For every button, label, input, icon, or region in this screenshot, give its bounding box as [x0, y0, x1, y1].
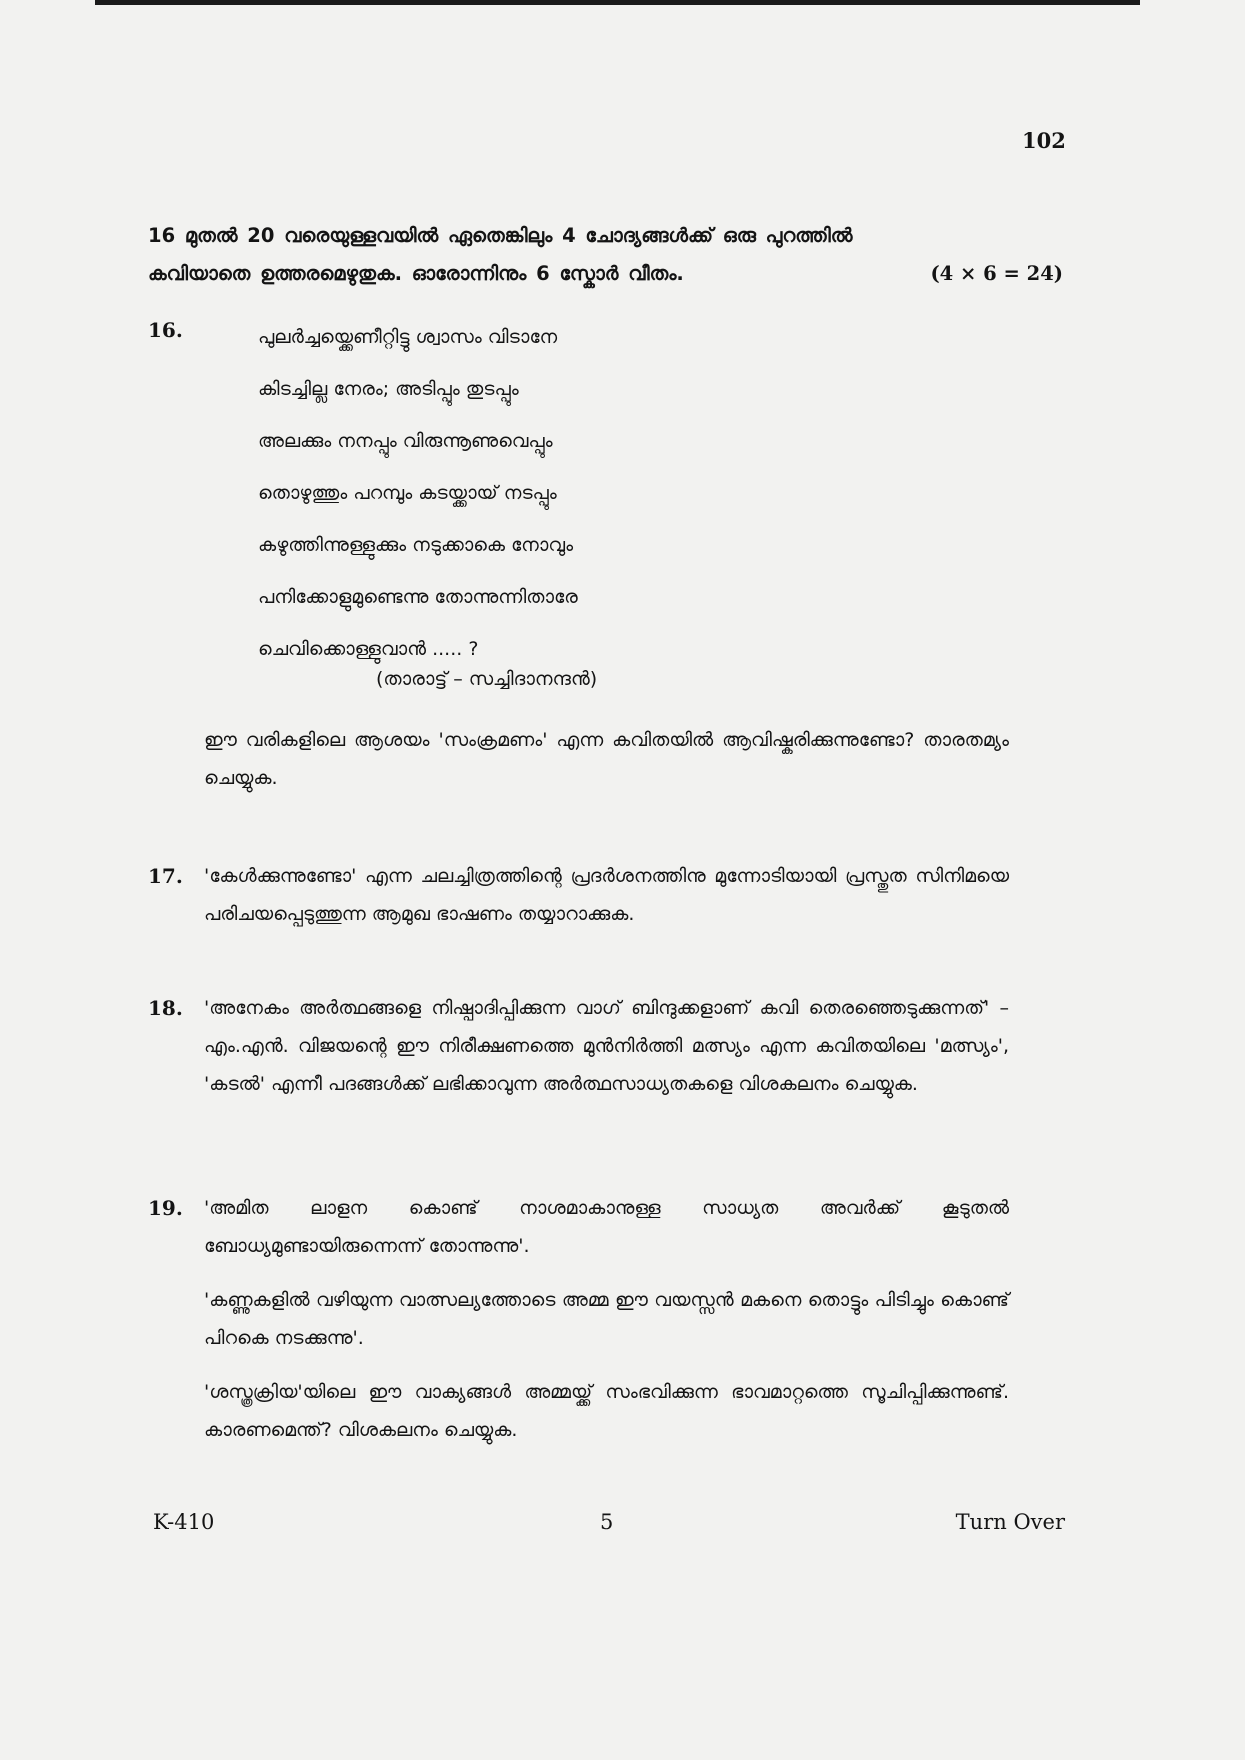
footer-page-number: 5 — [600, 1510, 614, 1534]
question-19-number: 19. — [148, 1196, 183, 1220]
poem-line: പനിക്കോളുമുണ്ടെന്നു തോന്നുന്നിതാരേ — [258, 586, 578, 608]
poem-attribution: (താരാട്ട് – സച്ചിദാനന്ദൻ) — [376, 668, 598, 690]
question-19-text — [204, 1189, 1009, 1465]
marks-allocation: (4 × 6 = 24) — [930, 262, 1063, 285]
instruction-line-2: കവിയാതെ ഉത്തരമെഴുതുക. ഓരോന്നിനും 6 സ്കോർ വീതം. — [148, 262, 684, 285]
page-number: 102 — [1022, 128, 1066, 153]
question-19-paragraph-2: 'കണ്ണുകളിൽ വഴിയുന്ന വാത്സല്യത്തോടെ അമ്മ ഈ വയസ്സൻ മകനെ തൊട്ടും പിടിച്ചും കൊണ്ട് പിറകെ നടക്കുന്നു'. — [204, 1289, 1009, 1349]
poem-line: കിടച്ചില്ല നേരം; അടിപ്പും തുടപ്പും — [258, 378, 519, 400]
question-17-prompt: 'കേൾക്കുന്നുണ്ടോ' എന്ന ചലച്ചിത്രത്തിന്റെ പ്രദർശനത്തിനു മുന്നോടിയായി പ്രസ്തുത സിനിമയെ പരിചയപ്പെടുത്തുന്ന ആമുഖ ഭാഷണം തയ്യാറാക്കുക. — [204, 865, 1009, 925]
question-16-prompt: ഈ വരികളിലെ ആശയം 'സംക്രമണം' എന്ന കവിതയിൽ ആവിഷ്കരിക്കുന്നുണ്ടോ? താരതമ്യം ചെയ്യുക. — [204, 729, 1009, 789]
top-edge-line — [95, 0, 1140, 5]
question-19-paragraph-3: 'ശസ്ത്രക്രിയ'യിലെ ഈ വാക്യങ്ങൾ അമ്മയ്ക്ക് സംഭവിക്കുന്ന ഭാവമാറ്റത്തെ സൂചിപ്പിക്കുന്നുണ്ട്. കാരണമെന്ത്? വിശകലനം ചെയ്യുക. — [204, 1381, 1009, 1441]
turn-over-label: Turn Over — [955, 1510, 1065, 1534]
instruction-line-1: 16 മുതൽ 20 വരെയുള്ളവയിൽ ഏതെങ്കിലും 4 ചോദ്യങ്ങൾക്ക് ഒരു പുറത്തിൽ — [148, 224, 853, 247]
question-16-text — [204, 721, 1009, 813]
question-16-poem — [258, 311, 578, 675]
question-17-text — [204, 857, 1009, 949]
poem-line: കഴുത്തിന്നുള്ളുക്കും നടുക്കാകെ നോവും — [258, 534, 574, 556]
question-17-number: 17. — [148, 864, 183, 888]
poem-line: ചെവിക്കൊള്ളുവാൻ ..... ? — [258, 638, 479, 660]
question-19-paragraph-1: 'അമിത ലാളന കൊണ്ട് നാശമാകാനുള്ള സാധ്യത അവർക്ക് കൂടുതൽ ബോധ്യമുണ്ടായിരുന്നെന്ന് തോന്നുന്നു'. — [204, 1197, 1009, 1257]
question-18-text — [204, 989, 1009, 1119]
question-18-number: 18. — [148, 996, 183, 1020]
question-18-prompt: 'അനേകം അർത്ഥങ്ങളെ നിഷ്പാദിപ്പിക്കുന്ന വാഗ് ബിന്ദുക്കളാണ് കവി തെരഞ്ഞെടുക്കുന്നത്' – എം.എൻ. വിജയന്റെ ഈ നിരീക്ഷണത്തെ മുൻനിർത്തി മത്സ്യം എന്ന കവിതയിലെ 'മത്സ്യം', 'കടൽ' എന്നീ പദങ്ങൾക്ക് ലഭിക്കാവുന്ന അർത്ഥസാധ്യതകളെ വിശകലനം ചെയ്യുക. — [204, 997, 1009, 1095]
poem-line: അലക്കും നനപ്പും വിരുന്നൂണുവെപ്പും — [258, 430, 553, 452]
question-16-number: 16. — [148, 318, 183, 342]
paper-code: K-410 — [153, 1510, 215, 1534]
poem-line: തൊഴുത്തും പറമ്പും കടയ്ക്കായ് നടപ്പും — [258, 482, 557, 504]
poem-line: പുലർച്ചയ്ക്കെണീറ്റിട്ടു ശ്വാസം വിടാനേ — [258, 326, 558, 348]
instructions — [148, 217, 1063, 293]
